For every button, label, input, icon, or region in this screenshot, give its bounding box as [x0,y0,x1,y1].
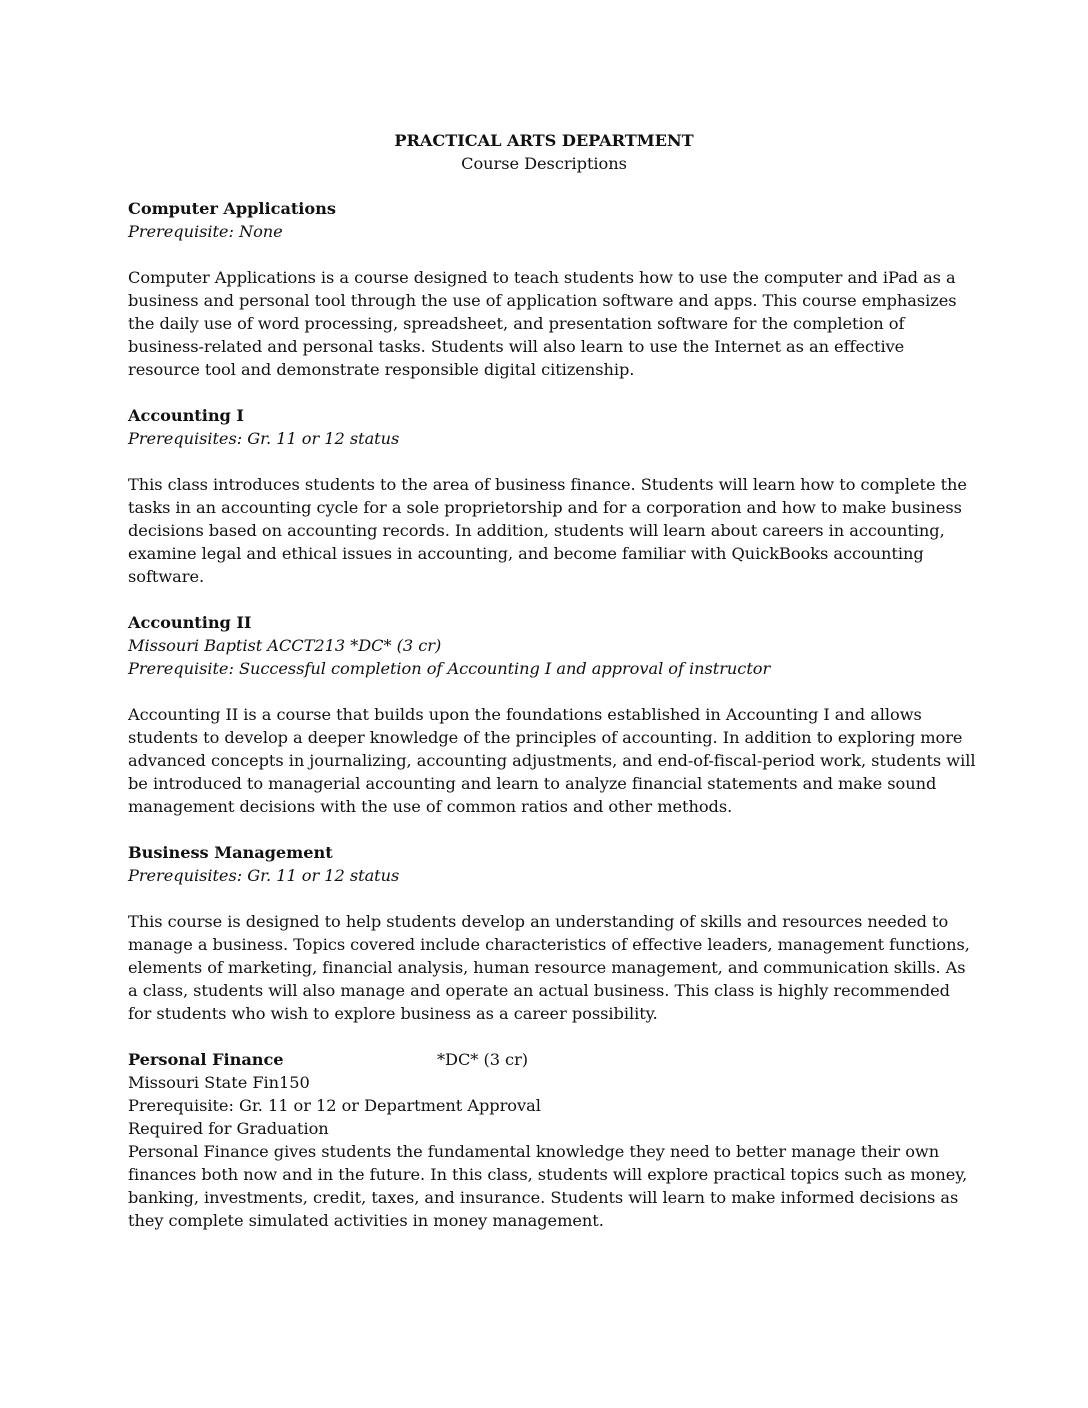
course-prerequisite: Prerequisites: Gr. 11 or 12 status [128,866,400,885]
course-prerequisite: Prerequisite: None [128,222,283,241]
course-prerequisite: Prerequisite: Gr. 11 or 12 or Department Approval [128,1096,541,1115]
course-title: Accounting II [128,613,252,632]
course-description: This course is designed to help students develop an understanding of skills and resources needed to manage a business. Topics covered include characteristics of effective leaders, management functions, elements of marketing, financial analysis, human resource management, and communication skills. As a class, students will also manage and operate an actual business. This class is highly recommended for students who wish to explore business as a career possibility. [128,912,970,1023]
course-prerequisite: Prerequisite: Successful completion of Accounting I and approval of instructor [128,659,771,678]
document-header [0,129,1088,175]
course-credit-info: Missouri Baptist ACCT213 *DC* (3 cr) [128,636,442,655]
course-list [128,197,978,1255]
course-description: Computer Applications is a course designed to teach students how to use the computer and iPad as a business and personal tool through the use of application software and apps. This course emphasizes the daily use of word processing, spreadsheet, and presentation software for the completion of business-related and personal tasks. Students will also learn to use the Internet as an effective resource tool and demonstrate responsible digital citizenship. [128,268,957,379]
document-subtitle: Course Descriptions [461,154,627,173]
course-prerequisite: Prerequisites: Gr. 11 or 12 status [128,429,400,448]
course-business-management [128,841,978,1025]
course-title-row [128,1048,978,1071]
course-accounting-i [128,404,978,588]
course-accounting-ii [128,611,978,818]
department-title: PRACTICAL ARTS DEPARTMENT [394,131,694,150]
dual-credit-tag: *DC* (3 cr) [437,1050,529,1069]
course-title: Business Management [128,843,333,862]
course-personal-finance [128,1048,978,1232]
course-description: Personal Finance gives students the fundamental knowledge they need to better manage their own finances both now and in the future. In this class, students will explore practical topics such as money, banking, investments, credit, taxes, and insurance. Students will learn to make informed decisions as they complete simulated activities in money management. [128,1142,968,1230]
course-description: Accounting II is a course that builds upon the foundations established in Accounting I and allows students to develop a deeper knowledge of the principles of accounting. In addition to exploring more advanced concepts in journalizing, accounting adjustments, and end-of-fiscal-period work, students will be introduced to managerial accounting and learn to analyze financial statements and make sound management decisions with the use of common ratios and other methods. [128,705,976,816]
course-computer-applications [128,197,978,381]
course-title: Personal Finance [128,1050,284,1069]
course-description: This class introduces students to the area of business finance. Students will learn how to complete the tasks in an accounting cycle for a sole proprietorship and for a corporation and how to make business decisions based on accounting records. In addition, students will learn about careers in accounting, examine legal and ethical issues in accounting, and become familiar with QuickBooks accounting software. [128,475,967,586]
course-title: Accounting I [128,406,244,425]
course-title: Computer Applications [128,199,336,218]
course-credit-info: Missouri State Fin150 [128,1073,310,1092]
course-requirement: Required for Graduation [128,1119,329,1138]
